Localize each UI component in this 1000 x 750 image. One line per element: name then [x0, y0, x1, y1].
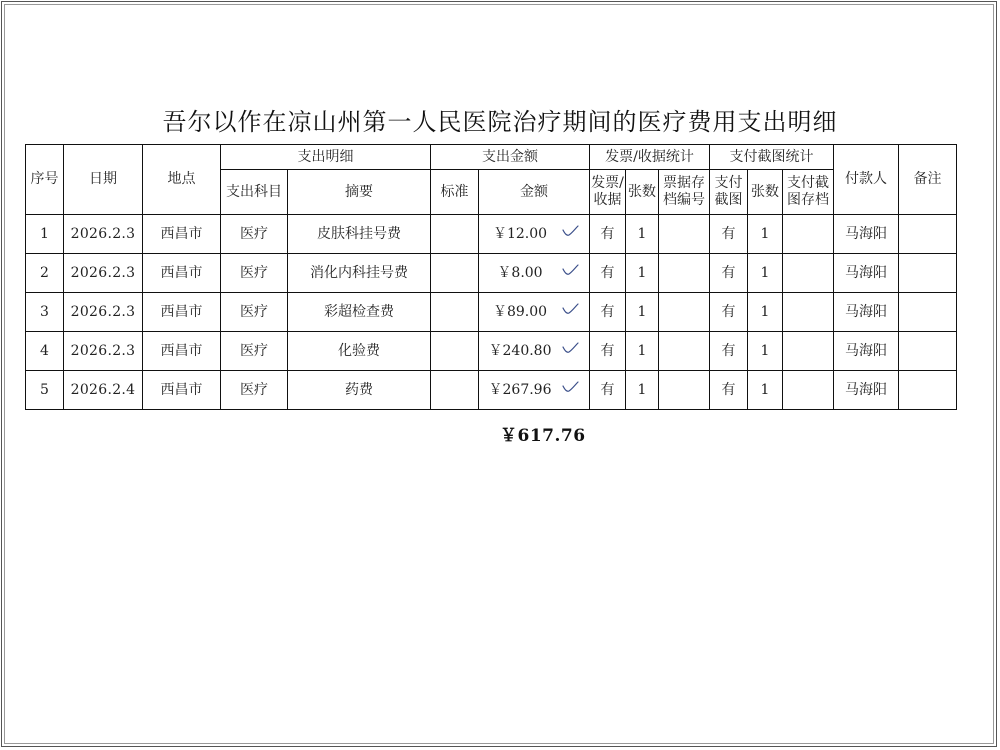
row-amount — [479, 293, 590, 332]
header-remarks: 备注 — [899, 145, 957, 215]
header-invoice-count: 张数 — [626, 170, 659, 215]
row-invoice-count: 1 — [626, 215, 659, 254]
row-screenshot: 有 — [710, 215, 748, 254]
header-expense-detail: 支出明细 — [221, 145, 431, 170]
handwritten-check-mark-icon — [561, 380, 579, 394]
row-invoice-count: 1 — [626, 332, 659, 371]
header-archive-no: 票据存档编号 — [659, 170, 710, 215]
row-summary: 消化内科挂号费 — [288, 254, 431, 293]
row-invoice: 有 — [590, 332, 626, 371]
grand-total: ￥617.76 — [500, 426, 586, 446]
row-standard — [431, 215, 479, 254]
row-payer: 马海阳 — [834, 371, 899, 410]
row-screenshot: 有 — [710, 332, 748, 371]
row-summary: 皮肤科挂号费 — [288, 215, 431, 254]
header-summary: 摘要 — [288, 170, 431, 215]
header-seq: 序号 — [26, 145, 64, 215]
header-amount: 金额 — [479, 170, 590, 215]
row-summary: 化验费 — [288, 332, 431, 371]
row-archive-no — [659, 254, 710, 293]
header-invoice-stats: 发票/收据统计 — [590, 145, 710, 170]
row-remarks — [899, 293, 957, 332]
table-row — [26, 215, 957, 254]
table-row — [26, 332, 957, 371]
row-invoice-count: 1 — [626, 254, 659, 293]
row-screenshot-count: 1 — [748, 254, 783, 293]
row-summary: 药费 — [288, 371, 431, 410]
row-archive-no — [659, 332, 710, 371]
row-place: 西昌市 — [143, 215, 221, 254]
row-payer: 马海阳 — [834, 254, 899, 293]
header-expense-amount: 支出金额 — [431, 145, 590, 170]
row-category: 医疗 — [221, 371, 288, 410]
header-screenshot-count: 张数 — [748, 170, 783, 215]
row-category: 医疗 — [221, 332, 288, 371]
row-amount — [479, 254, 590, 293]
row-screenshot-archive — [783, 332, 834, 371]
handwritten-check-mark-icon — [561, 263, 579, 277]
row-archive-no — [659, 215, 710, 254]
row-seq: 4 — [26, 332, 64, 371]
table-row — [26, 254, 957, 293]
row-standard — [431, 371, 479, 410]
row-invoice: 有 — [590, 371, 626, 410]
row-standard — [431, 254, 479, 293]
amount-value: ￥240.80 — [488, 342, 552, 359]
header-category: 支出科目 — [221, 170, 288, 215]
row-seq: 3 — [26, 293, 64, 332]
header-standard: 标准 — [431, 170, 479, 215]
amount-value: ￥12.00 — [492, 225, 548, 242]
row-invoice: 有 — [590, 293, 626, 332]
row-seq: 5 — [26, 371, 64, 410]
header-screenshot-stats: 支付截图统计 — [710, 145, 834, 170]
row-invoice: 有 — [590, 215, 626, 254]
header-screenshot-archive: 支付截图存档 — [783, 170, 834, 215]
header-payer: 付款人 — [834, 145, 899, 215]
row-date: 2026.2.3 — [64, 332, 143, 371]
row-screenshot-count: 1 — [748, 371, 783, 410]
row-place: 西昌市 — [143, 254, 221, 293]
row-amount — [479, 332, 590, 371]
row-remarks — [899, 215, 957, 254]
row-screenshot-count: 1 — [748, 215, 783, 254]
row-seq: 2 — [26, 254, 64, 293]
row-archive-no — [659, 293, 710, 332]
document-title: 吾尔以作在凉山州第一人民医院治疗期间的医疗费用支出明细 — [162, 108, 838, 136]
handwritten-check-mark-icon — [561, 302, 579, 316]
row-place: 西昌市 — [143, 332, 221, 371]
row-invoice-count: 1 — [626, 371, 659, 410]
expense-table — [25, 144, 957, 410]
row-standard — [431, 293, 479, 332]
handwritten-check-mark-icon — [561, 224, 579, 238]
row-place: 西昌市 — [143, 371, 221, 410]
row-amount — [479, 215, 590, 254]
row-invoice-count: 1 — [626, 293, 659, 332]
header-pay-screenshot: 支付截图 — [710, 170, 748, 215]
row-date: 2026.2.4 — [64, 371, 143, 410]
row-date: 2026.2.3 — [64, 293, 143, 332]
header-invoice-receipt: 发票/收据 — [590, 170, 626, 215]
table-row — [26, 293, 957, 332]
row-screenshot-archive — [783, 293, 834, 332]
row-category: 医疗 — [221, 254, 288, 293]
row-screenshot-count: 1 — [748, 293, 783, 332]
row-seq: 1 — [26, 215, 64, 254]
row-remarks — [899, 371, 957, 410]
row-category: 医疗 — [221, 215, 288, 254]
row-standard — [431, 332, 479, 371]
row-screenshot: 有 — [710, 371, 748, 410]
amount-value: ￥267.96 — [488, 381, 552, 398]
row-screenshot: 有 — [710, 293, 748, 332]
row-screenshot-archive — [783, 254, 834, 293]
row-summary: 彩超检查费 — [288, 293, 431, 332]
amount-value: ￥89.00 — [492, 303, 548, 320]
row-place: 西昌市 — [143, 293, 221, 332]
row-payer: 马海阳 — [834, 332, 899, 371]
row-remarks — [899, 332, 957, 371]
row-screenshot-count: 1 — [748, 332, 783, 371]
row-remarks — [899, 254, 957, 293]
row-archive-no — [659, 371, 710, 410]
row-screenshot-archive — [783, 215, 834, 254]
row-category: 医疗 — [221, 293, 288, 332]
handwritten-check-mark-icon — [561, 341, 579, 355]
row-payer: 马海阳 — [834, 215, 899, 254]
row-screenshot-archive — [783, 371, 834, 410]
row-invoice: 有 — [590, 254, 626, 293]
header-date: 日期 — [64, 145, 143, 215]
row-date: 2026.2.3 — [64, 215, 143, 254]
row-date: 2026.2.3 — [64, 254, 143, 293]
amount-value: ￥8.00 — [497, 264, 543, 281]
header-place: 地点 — [143, 145, 221, 215]
row-amount — [479, 371, 590, 410]
table-row — [26, 371, 957, 410]
row-screenshot: 有 — [710, 254, 748, 293]
row-payer: 马海阳 — [834, 293, 899, 332]
